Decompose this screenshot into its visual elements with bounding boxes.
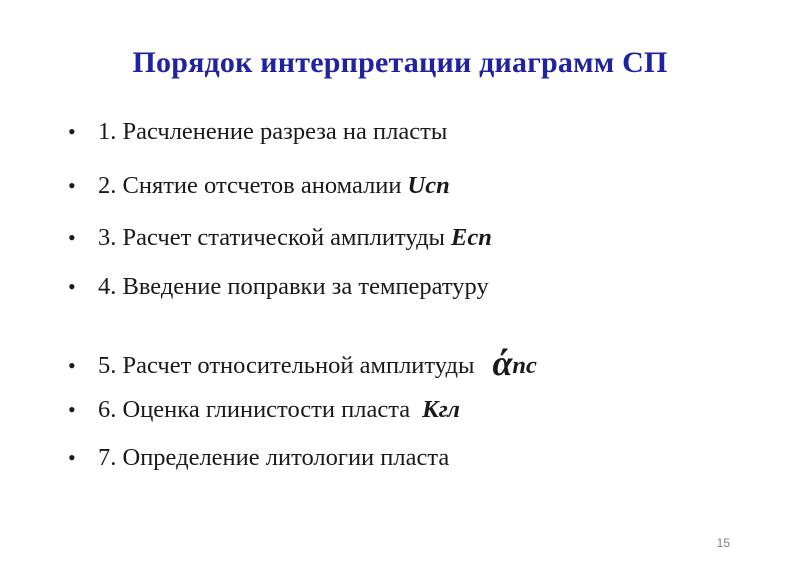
bullet-icon: • bbox=[68, 225, 76, 250]
bullet-icon: • bbox=[68, 445, 76, 470]
list-item bbox=[68, 443, 449, 472]
list-item bbox=[68, 117, 447, 146]
list-item bbox=[68, 223, 492, 252]
page-number: 15 bbox=[716, 536, 730, 550]
list-item-text: 1. Расчленение разреза на пласты bbox=[98, 118, 448, 145]
bullet-icon: • bbox=[68, 119, 76, 144]
list-item-text: 3. Расчет статической амплитуды bbox=[98, 224, 446, 251]
symbol-label: Есп bbox=[451, 224, 492, 251]
list-item-text: 4. Введение поправки за температуру bbox=[98, 273, 489, 300]
bullet-icon: • bbox=[68, 173, 76, 198]
list-item-text: 7. Определение литологии пласта bbox=[98, 444, 450, 471]
bullet-icon: • bbox=[68, 397, 76, 422]
symbol-label: Кгл bbox=[422, 396, 461, 423]
alpha-symbol: ά bbox=[492, 343, 513, 383]
list-item bbox=[68, 171, 450, 200]
list-item bbox=[68, 272, 489, 301]
list-item bbox=[68, 395, 460, 424]
slide-title: Порядок интерпретации диаграмм СП bbox=[132, 46, 668, 79]
list-item-text: 6. Оценка глинистости пласта bbox=[98, 396, 411, 423]
bullet-icon: • bbox=[68, 274, 76, 299]
list-item bbox=[68, 340, 537, 383]
list-item-text: 2. Снятие отсчетов аномалии bbox=[98, 172, 402, 199]
bullet-icon: • bbox=[68, 353, 76, 378]
list-item-text: 5. Расчет относительной амплитуды bbox=[98, 352, 475, 379]
symbol-label: Uсп bbox=[407, 172, 450, 199]
symbol-subscript: пс bbox=[512, 352, 537, 379]
